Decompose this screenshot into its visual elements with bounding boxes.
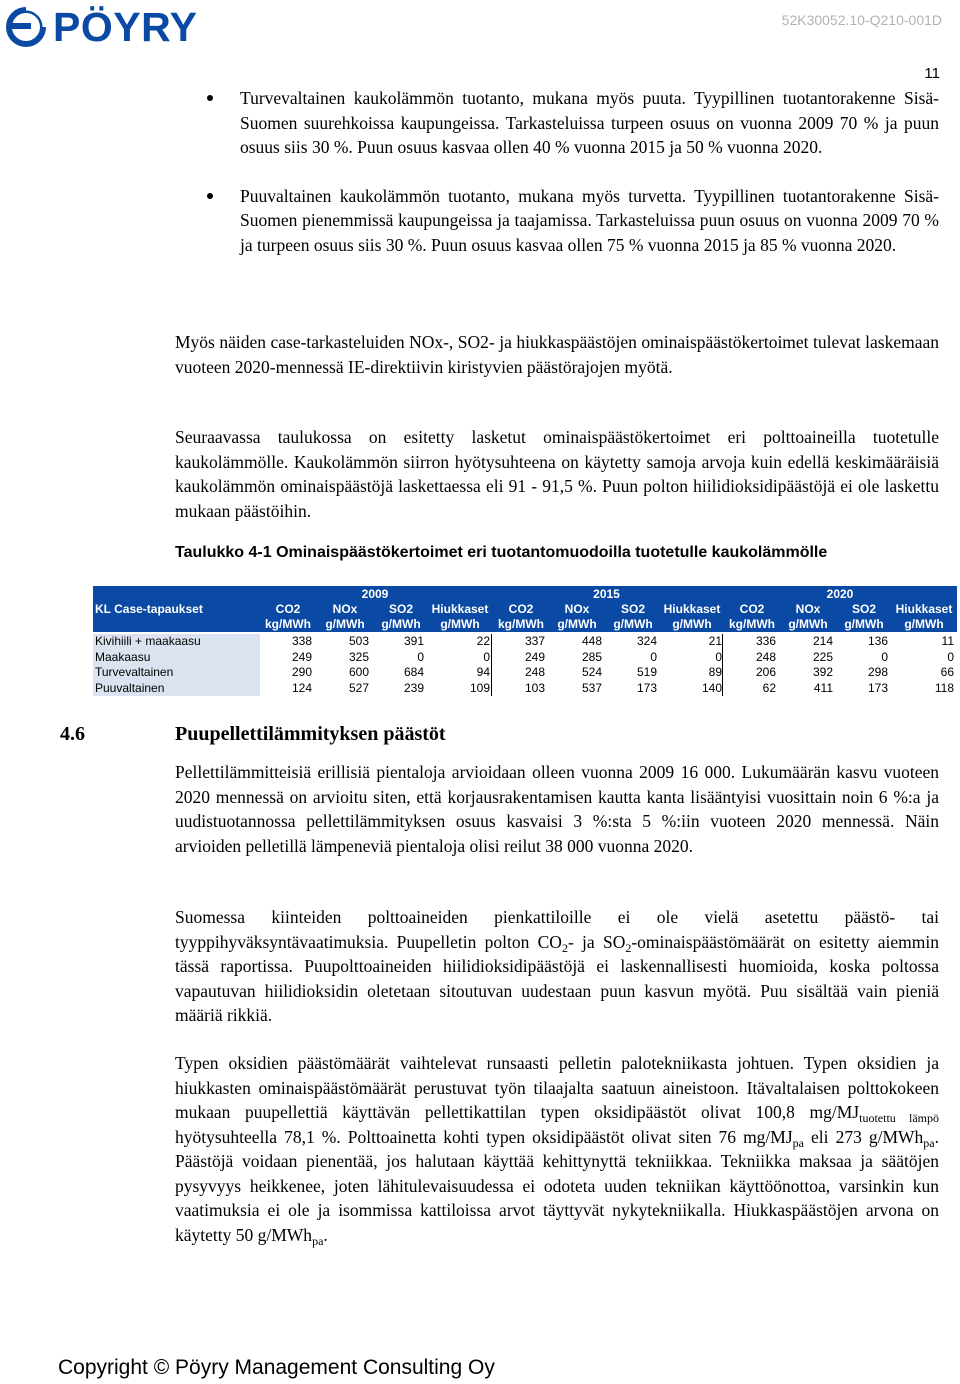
unit-header: kg/MWh <box>729 617 775 631</box>
table-cell: 0 <box>881 649 888 664</box>
bullet-dot-icon <box>207 95 213 101</box>
column-header: CO2 <box>275 602 301 616</box>
table-cell: 109 <box>469 680 490 695</box>
year-header: 2015 <box>593 587 620 601</box>
unit-header: g/MWh <box>844 617 884 631</box>
table-cell: 248 <box>755 649 776 664</box>
table-row <box>93 650 957 666</box>
logo-text: PÖYRY <box>53 4 198 50</box>
table-cell: 66 <box>940 665 954 679</box>
bullet-text: Turvevaltainen kaukolämmön tuotanto, mukana myös puuta. Tyypillinen tuotantorakenne Sisä-Suomen suurehkoissa kaupungeissa. Tarkasteluissa turpeen osuus on vuonna 2009 70 % ja puun osuus siis 30 %. Puun osuus kasvaa ollen 40 % vuonna 2015 ja 50 % vuonna 2020. <box>240 88 939 157</box>
table-cell: 118 <box>934 680 954 695</box>
table-cell: 0 <box>947 649 954 664</box>
row-label: Kivihiili + maakaasu <box>93 634 260 650</box>
bullet-list <box>240 86 939 257</box>
column-header: Hiukkaset <box>431 602 489 616</box>
table-cell: 136 <box>867 634 888 648</box>
column-header: NOx <box>795 602 821 616</box>
table-cell: 239 <box>403 680 424 695</box>
table-cell: 537 <box>581 680 602 695</box>
section-title: Puupellettilämmityksen päästöt <box>175 723 446 745</box>
table-cell: 249 <box>524 649 545 664</box>
column-header: NOx <box>332 602 358 616</box>
table-cell: 519 <box>636 665 657 679</box>
table-cell: 249 <box>291 649 312 664</box>
unit-header: g/MWh <box>325 617 365 631</box>
column-header: Hiukkaset <box>663 602 721 616</box>
paragraph-5: Typen oksidien päästömäärät vaihtelevat runsaasti pelletin palotekniikasta johtuen. Typen oksidien ja hiukkasten ominaispäästömäärät perustuvat työn tilaajalta saatuun aineistoon. Itävaltalaisen polttokokeen mukaan puupellettiä käyttävän pellettikattilan typen oksidipäästöt olivat 100,8 $mg/MJ_{tuotettu lämpö}$ hyötysuhteella 78,1 %. Polttoainetta kohti typen oksidipäästöt olivat siten 76 $mg/MJ_{pa}$ eli 273 g/MWh$_{pa}$. Päästöjä voidaan pienentää, jos halutaan käyttää kehittynyttä tekniikkaa. Tekniikka maksaa ja säätöjen pysyvyys heikkenee, joten lähitulevaisuudessa ei odoteta uuden tekniikan käyttöönottoa, varsinkin kun vaatimuksia ei ole ja isommissa kattiloissa arvot täyttyvät nykytekniikalla. Hiukkaspäästöjen arvona on käytetty 50 g/MWh$_{pa}$. <box>175 1053 940 1248</box>
section-number: 4.6 <box>60 723 85 745</box>
table-cell: 0 <box>483 649 490 664</box>
table-cell: 173 <box>636 680 657 695</box>
table-cell: 248 <box>524 665 545 679</box>
table-cell: 0 <box>650 649 657 664</box>
unit-header: g/MWh <box>440 617 480 631</box>
table-row <box>93 681 957 697</box>
company-logo <box>5 4 198 50</box>
bullet-text: Puuvaltainen kaukolämmön tuotanto, mukana myös turvetta. Tyypillinen tuotantorakenne Sisä-Suomen pienemmissä kaupungeissa ja taajamissa. Tarkasteluissa puun osuus on vuonna 2009 70 % ja turpeen osuus siis 30 %. Puun osuus kasvaa ollen 75 % vuonna 2015 ja 85 % vuonna 2020. <box>240 185 939 255</box>
column-header: Hiukkaset <box>895 602 953 616</box>
table-cell: 140 <box>701 680 722 695</box>
table-cell: 0 <box>715 649 722 664</box>
table-cell: 325 <box>348 649 369 664</box>
table-cell: 124 <box>291 680 312 695</box>
table-cell: 214 <box>812 634 833 648</box>
unit-header: g/MWh <box>904 617 944 631</box>
row-label: Puuvaltainen <box>93 681 260 697</box>
unit-header: kg/MWh <box>265 617 311 631</box>
bullet-dot-icon <box>207 193 213 199</box>
paragraph-2: Seuraavassa taulukossa on esitetty lasketut ominaispäästökertoimet eri polttoaineilla tuotetulle kaukolämmölle. Kaukolämmön siirron hyötysuhteena on käytetty samoja arvoja kuin edellä keskimääräisiä kaukolämmön ominaispäästöjä laskettaessa eli 91 - 91,5 %. Puun polton hiilidioksidipäästöjä ei ole laskettu mukaan päästöihin. <box>175 427 939 521</box>
column-header: SO2 <box>851 602 876 616</box>
section-heading <box>60 723 446 746</box>
table-cell: 290 <box>291 665 312 679</box>
table-cell: 0 <box>417 649 424 664</box>
table-cell: 411 <box>813 680 833 695</box>
column-divider <box>491 634 492 696</box>
table-cell: 503 <box>348 634 369 648</box>
table-cell: 94 <box>476 665 490 679</box>
row-label: Turvevaltainen <box>93 665 260 681</box>
paragraph-1: Myös näiden case-tarkasteluiden NOx-, SO2- ja hiukkaspäästöjen ominaispäästökertoimet tulevat laskemaan vuoteen 2020-mennessä IE-direktiivin kiristyvien päästörajojen myötä. <box>175 332 939 377</box>
table-cell: 448 <box>581 634 602 648</box>
table-cell: 684 <box>403 665 424 679</box>
row-label: Maakaasu <box>93 650 260 666</box>
unit-header: g/MWh <box>672 617 712 631</box>
unit-header: g/MWh <box>788 617 828 631</box>
table-cell: 600 <box>348 665 369 679</box>
table-cell: 337 <box>524 634 545 648</box>
table-row <box>93 634 957 650</box>
unit-header: g/MWh <box>613 617 653 631</box>
table-cell: 21 <box>708 634 722 648</box>
table-cell: 336 <box>755 634 776 648</box>
table-cell: 324 <box>636 634 657 648</box>
column-header: SO2 <box>388 602 413 616</box>
column-header: NOx <box>564 602 590 616</box>
year-header: 2020 <box>826 587 854 601</box>
table-cell: 103 <box>524 680 545 695</box>
table-cell: 338 <box>291 634 312 648</box>
unit-header: kg/MWh <box>498 617 544 631</box>
table-cell: 527 <box>348 680 369 695</box>
table-cell: 392 <box>812 665 833 679</box>
paragraph-4: Suomessa kiinteiden polttoaineiden pienkattiloille ei ole vielä asetettu päästö- tai tyyppihyväksyntävaatimuksia. Puupelletin polton $CO_2-$ ja $SO_2$-ominaispäästömäärät on esitetty aiemmin tässä raportissa. Puupolttoaineiden hiilidioksidipäästöjä ei laskennallisesti huomioida, koska poltossa vapautuvan hiilidioksidin oletetaan sitoutuvan uudestaan puun kasvun myötä. Puu sisältää vain pieniä määriä rikkiä. <box>175 907 939 1025</box>
table-cell: 11 <box>941 634 954 648</box>
column-header: CO2 <box>508 602 534 616</box>
document-id: 52K30052.10-Q210-001D <box>781 12 942 28</box>
table-cell: 285 <box>581 649 602 664</box>
footer-copyright: Copyright © Pöyry Management Consulting Oy <box>58 1356 495 1379</box>
row-label-header: KL Case-tapaukset <box>95 602 203 616</box>
column-header: SO2 <box>620 602 645 616</box>
table-cell: 89 <box>708 665 722 679</box>
column-header: CO2 <box>739 602 765 616</box>
bullet-item <box>240 86 939 160</box>
paragraph-3: Pellettilämmitteisiä erillisiä pientaloja arvioidaan olleen vuonna 2009 16 000. Lukumäärän kasvu vuoteen 2020 mennessä on arvioitu siten, että korjausrakentamisen kautta kanta lisääntyisi vuosittain noin 6 %:a ja uudistuotannossa pellettilämmityksen osuus kasvaisi 3 %:sta 5 %:iin vuoteen 2020 mennessä. Näin arvioiden pelletillä lämpeneviä pientaloja olisi reilut 38 000 vuonna 2020. <box>175 762 939 856</box>
poyry-logo-icon <box>5 6 47 48</box>
table-cell: 173 <box>867 680 888 695</box>
year-header: 2009 <box>361 587 389 601</box>
table-cell: 391 <box>403 634 424 648</box>
table-caption: Taulukko 4-1 Ominaispäästökertoimet eri tuotantomuodoilla tuotetulle kaukolämmölle <box>175 544 828 561</box>
table-cell: 225 <box>812 649 833 664</box>
table-cell: 298 <box>867 665 888 679</box>
table-row <box>93 665 957 681</box>
table-cell: 524 <box>581 665 602 679</box>
bullet-item <box>240 184 939 258</box>
column-divider <box>722 634 723 696</box>
table-header <box>93 586 957 632</box>
table-cell: 22 <box>476 634 490 648</box>
table-cell: 62 <box>762 680 776 695</box>
unit-header: g/MWh <box>381 617 421 631</box>
page-number: 11 <box>924 65 940 82</box>
table-cell: 206 <box>755 665 776 679</box>
unit-header: g/MWh <box>557 617 597 631</box>
